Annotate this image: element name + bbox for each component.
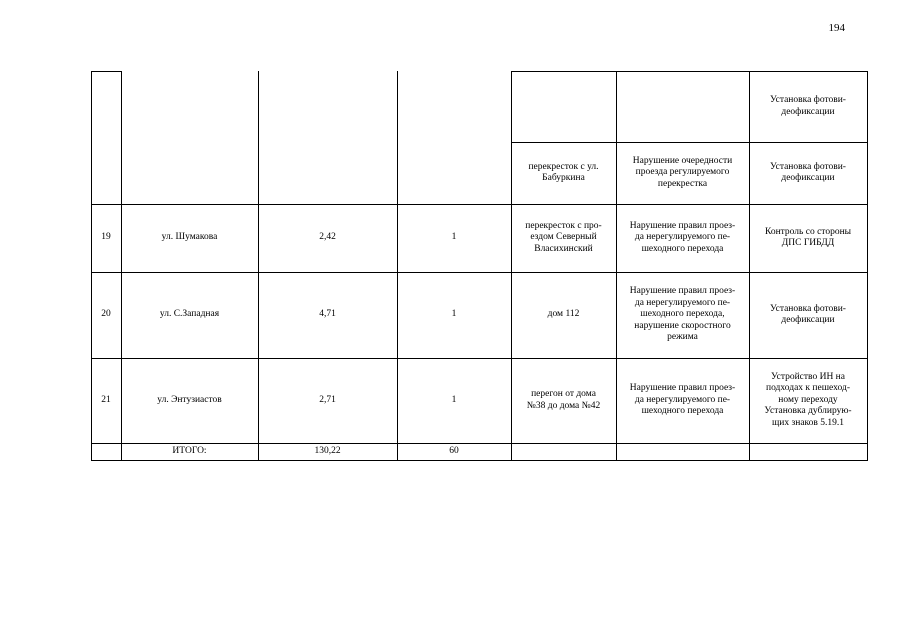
cell-measures-line: ному переходу	[778, 394, 838, 405]
cell-street	[121, 142, 258, 204]
cell-violation-line: шеходного перехода	[641, 406, 724, 417]
row-divider	[91, 460, 868, 461]
cell-violation-line: да нерегулируемого пе-	[634, 232, 731, 243]
cell-count-text: 1	[451, 309, 457, 320]
cell-violation-line: да нерегулируемого пе-	[634, 394, 731, 405]
cell-violation-line: Нарушение правил проез-	[629, 383, 736, 394]
cell-violation	[616, 142, 749, 204]
cell-street-text: ул. Энтузиастов	[157, 394, 222, 405]
total-label-text: ИТОГО:	[172, 445, 207, 456]
cell-violation-line: Нарушение очередности	[632, 155, 733, 166]
cell-measures-line: Установка дублирую-	[764, 406, 852, 417]
cell-street-text: ул. Шумакова	[161, 232, 218, 243]
cell-measures-line: Установка фотови-	[770, 303, 846, 314]
cell-count	[397, 358, 511, 443]
total-length-text: 130,22	[314, 445, 341, 456]
total-length	[258, 443, 397, 460]
cell-street	[121, 358, 258, 443]
cell-num-text: 20	[101, 309, 111, 320]
cell-num	[91, 71, 121, 142]
cell-measures-line: Устройство ИН на	[771, 371, 845, 382]
cell-measures	[749, 272, 867, 358]
cell-length	[258, 272, 397, 358]
cell-measures	[749, 358, 867, 443]
cell-measures-line: Установка фотови-	[770, 95, 846, 105]
cell-measures-line: деофиксации	[781, 173, 835, 183]
cell-violation	[616, 71, 749, 142]
cell-length	[258, 204, 397, 272]
cell-violation-line: режима	[667, 332, 698, 343]
cell-length-text: 2,42	[319, 232, 336, 243]
cell-violation-line: проезда регулируемого	[635, 167, 730, 178]
cell-count-text: 1	[451, 394, 457, 405]
cell-length	[258, 358, 397, 443]
cell-num	[91, 142, 121, 204]
cell-street	[121, 272, 258, 358]
cell-place-line: №38 до дома №42	[526, 400, 601, 411]
cell-place-line: дом 112	[547, 309, 580, 320]
cell-place-line: Бабуркина	[542, 173, 585, 183]
cell-place	[511, 71, 616, 142]
cell-length	[258, 71, 397, 142]
cell-violation-line: Нарушение правил проез-	[629, 220, 736, 231]
cell-violation-line: Нарушение правил проез-	[629, 286, 736, 297]
cell-measures	[749, 142, 867, 204]
cell-count	[397, 71, 511, 142]
cell-num	[91, 358, 121, 443]
page-number: 194	[828, 22, 845, 34]
cell-place-line: перегон от дома	[531, 389, 596, 399]
cell-place-line: перекресток с ул.	[528, 161, 599, 172]
cell-violation-line: перекрестка	[657, 178, 708, 189]
cell-violation-line: шеходного перехода	[641, 243, 724, 254]
cell-count	[397, 272, 511, 358]
cell-violation	[616, 272, 749, 358]
cell-num	[91, 204, 121, 272]
total-count-text: 60	[449, 445, 459, 456]
cell-length-text: 2,71	[319, 394, 336, 405]
cell-count	[397, 142, 511, 204]
cell-violation-line: нарушение скоростного	[634, 320, 731, 331]
cell-measures-line: подходах к пешеход-	[766, 383, 850, 394]
cell-street-text: ул. С.Западная	[159, 309, 220, 320]
cell-place	[511, 142, 616, 204]
cell-place-line: перекресток с про-	[525, 220, 602, 231]
cell-street	[121, 204, 258, 272]
column-divider	[867, 71, 868, 461]
cell-measures	[749, 71, 867, 142]
total-label	[121, 443, 258, 460]
cell-num	[91, 272, 121, 358]
cell-place	[511, 204, 616, 272]
total-count	[397, 443, 511, 460]
cell-measures-line: Контроль со стороны	[764, 226, 852, 237]
cell-place-line: Власихинский	[534, 243, 593, 254]
cell-count	[397, 204, 511, 272]
cell-num-text: 19	[101, 232, 111, 243]
cell-num-text: 21	[101, 394, 111, 405]
cell-violation	[616, 358, 749, 443]
cell-violation-line: да нерегулируемого пе-	[634, 297, 731, 308]
cell-violation-line: шеходного перехода,	[640, 309, 725, 320]
cell-violation	[616, 204, 749, 272]
cell-place	[511, 358, 616, 443]
cell-count-text: 1	[451, 232, 457, 243]
cell-measures-line: Установка фотови-	[770, 161, 846, 172]
cell-length	[258, 142, 397, 204]
cell-place-line: ездом Северный	[530, 232, 597, 243]
cell-measures-line: щих знаков 5.19.1	[771, 417, 845, 428]
cell-measures-line: деофиксации	[781, 106, 835, 117]
cell-measures	[749, 204, 867, 272]
cell-street	[121, 71, 258, 142]
cell-measures-line: деофиксации	[781, 315, 835, 325]
cell-place	[511, 272, 616, 358]
cell-measures-line: ДПС ГИБДД	[781, 238, 835, 248]
cell-length-text: 4,71	[319, 309, 336, 320]
